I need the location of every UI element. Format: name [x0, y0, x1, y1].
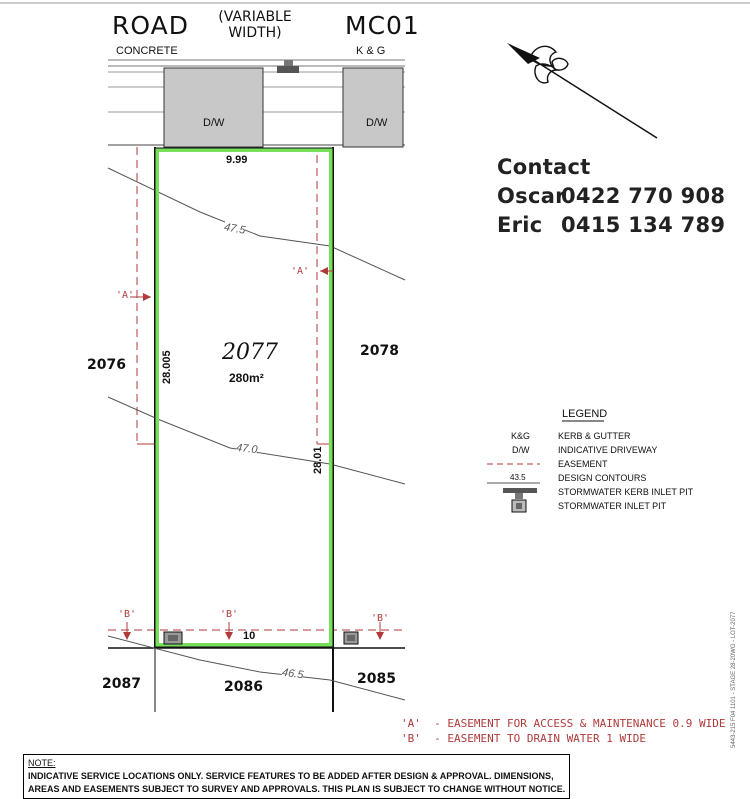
legend-key-contour: 43.5 — [510, 473, 526, 482]
legend-key-dw: D/W — [512, 445, 530, 455]
easement-marker-a-right: 'A' — [291, 266, 310, 277]
neighbour-lot-rear-mid: 2086 — [224, 679, 263, 695]
neighbour-lot-rear-left: 2087 — [102, 676, 141, 692]
easement-note-b: 'B' - EASEMENT TO DRAIN WATER 1 WIDE — [401, 732, 647, 745]
easement-marker-b-left: 'B' — [118, 609, 137, 620]
lot-rear: 10 — [243, 630, 256, 642]
neighbour-lot-right: 2078 — [360, 343, 399, 359]
driveway-label-left: D/W — [203, 117, 225, 129]
note-title: NOTE: — [28, 758, 56, 768]
contact-person2-name: Eric — [497, 213, 543, 237]
contour-47-5 — [108, 168, 405, 280]
legend-key-kg: K&G — [511, 431, 531, 441]
lot-left-depth: 28.005 — [161, 350, 173, 384]
road-variable-width: (VARIABLE WIDTH) — [218, 9, 292, 41]
legend-desc-easement: EASEMENT — [558, 459, 608, 469]
note-line1: INDICATIVE SERVICE LOCATIONS ONLY. SERVICE FEATURES TO BE ADDED AFTER DESIGN & APPROVAL. DIMENSIONS, — [28, 771, 554, 781]
legend-desc-kg: KERB & GUTTER — [558, 431, 631, 441]
easement-marker-a-left: 'A' — [116, 290, 135, 301]
file-reference: 5443-215 F04 1101 - STAGE 28-20WG - LOT-2077 — [731, 611, 737, 748]
neighbour-lot-rear-right: 2085 — [357, 671, 396, 687]
legend-desc-kerb-pit: STORMWATER KERB INLET PIT — [558, 487, 694, 497]
contact-person1-name: Oscar — [497, 184, 566, 208]
contour-label-46-5: 46.5 — [281, 666, 305, 682]
contour-label-47-0: 47.0 — [235, 441, 258, 457]
contact-person1-phone: 0422 770 908 — [561, 184, 726, 208]
road-surface-left: CONCRETE — [116, 45, 178, 57]
contact-person2-phone: 0415 134 789 — [561, 213, 726, 237]
disclaimer-note — [23, 754, 570, 799]
legend-desc-contour: DESIGN CONTOURS — [558, 473, 647, 483]
easement-marker-b-right: 'B' — [371, 613, 390, 624]
contour-label-47-5: 47.5 — [223, 221, 247, 237]
lot-number: 2077 — [222, 340, 278, 365]
contour-47-0 — [108, 397, 405, 484]
road-name-right: MC01 — [345, 11, 420, 40]
driveway-label-right: D/W — [366, 117, 388, 129]
driveway-right — [343, 68, 403, 147]
lot-right-depth: 28.01 — [312, 446, 324, 474]
neighbour-lot-left: 2076 — [87, 357, 126, 373]
driveway-left — [164, 68, 263, 147]
easement-marker-b-mid: 'B' — [220, 609, 239, 620]
lot-frontage: 9.99 — [226, 154, 248, 166]
legend-title: LEGEND — [562, 408, 608, 420]
legend-desc-inlet-pit: STORMWATER INLET PIT — [558, 501, 667, 511]
north-arrow-icon — [507, 43, 657, 138]
legend-desc-dw: INDICATIVE DRIVEWAY — [558, 445, 658, 455]
road-surface-right: K & G — [356, 45, 386, 57]
lot-area: 280m² — [229, 371, 264, 385]
kerb-inlet-pit — [277, 66, 299, 73]
easement-note-a: 'A' - EASEMENT FOR ACCESS & MAINTENANCE 0.9 WIDE — [401, 717, 726, 730]
contact-heading: Contact — [497, 155, 591, 179]
road-name-left: ROAD — [112, 11, 189, 40]
note-line2: AREAS AND EASEMENTS SUBJECT TO SURVEY AND APPROVALS. THIS PLAN IS SUBJECT TO CHANGE WITHOUT NOTICE. — [28, 784, 566, 794]
